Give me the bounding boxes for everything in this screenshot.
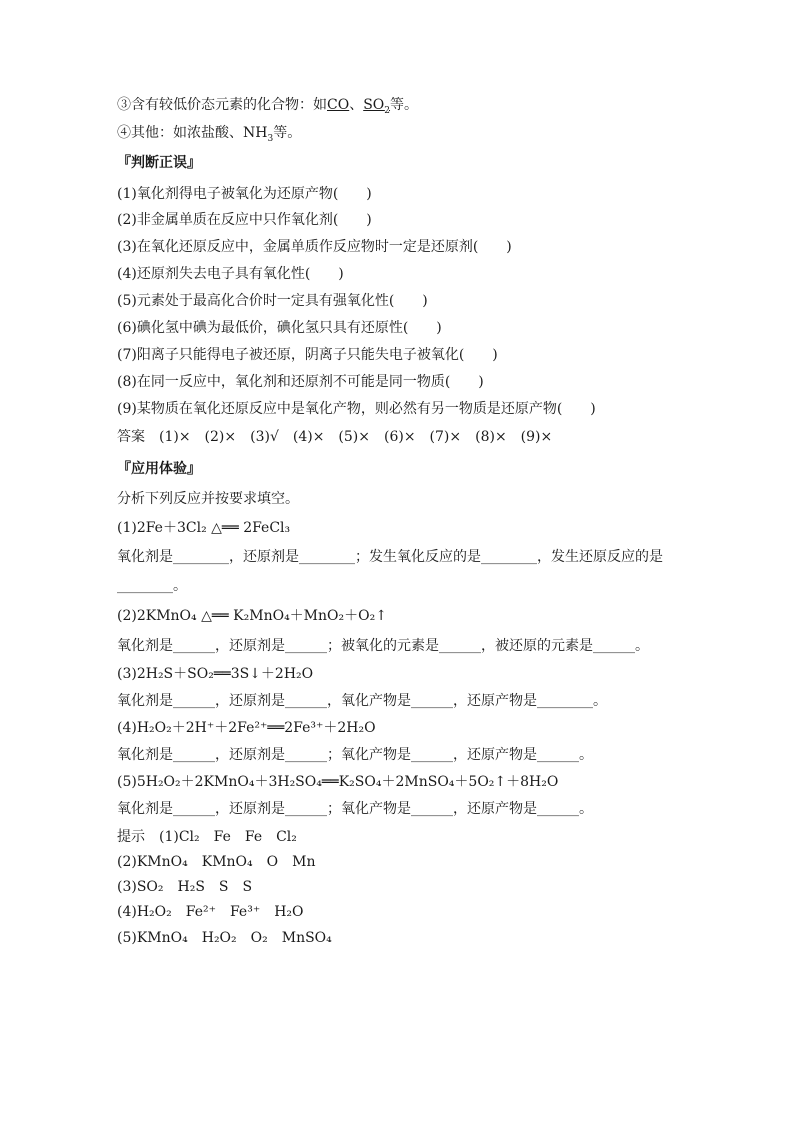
- judgment-item-2: (2)非金属单质在反应中只作氧化剂( ): [117, 212, 372, 228]
- hint-4: (4)H₂O₂ Fe²⁺ Fe³⁺ H₂O: [117, 904, 304, 920]
- judgment-item-8: (8)在同一反应中，氧化剂和还原剂不可能是同一物质( ): [117, 374, 484, 390]
- judgment-item-5: (5)元素处于最高化合价时一定具有强氧化性( ): [117, 293, 428, 309]
- q4-prompt: 氧化剂是______，还原剂是______；氧化产物是______，还原产物是______。: [117, 747, 593, 763]
- q1-prompt-line2: ________。: [117, 578, 187, 594]
- judgment-item-9: (9)某物质在氧化还原反应中是氧化产物，则必然有另一物质是还原产物( ): [117, 401, 596, 417]
- hint-3: (3)SO₂ H₂S S S: [117, 879, 253, 895]
- q3-equation: (3)2H₂S＋SO₂══3S↓＋2H₂O: [117, 666, 314, 682]
- q1-equation: (1)2Fe＋3Cl₂ △══ 2FeCl₃: [117, 520, 291, 536]
- judgment-item-1: (1)氧化剂得电子被氧化为还原产物( ): [117, 186, 372, 202]
- intro-item-4: ④其他：如浓盐酸、$NH_3$等。: [117, 125, 302, 144]
- q2-equation: (2)2KMnO₄ △══ K₂MnO₄＋MnO₂＋O₂↑: [117, 608, 387, 624]
- q5-equation: (5)5H₂O₂＋2KMnO₄＋3H₂SO₄══K₂SO₄＋2MnSO₄＋5O₂↑＋8H₂O: [117, 774, 559, 790]
- judgment-item-7: (7)阳离子只能得电子被还原，阴离子只能失电子被氧化( ): [117, 347, 498, 363]
- judgment-item-6: (6)碘化氢中碘为最低价，碘化氢只具有还原性( ): [117, 320, 442, 336]
- so2-formula: $SO_2$: [363, 97, 391, 116]
- co-formula: CO: [327, 97, 350, 113]
- q3-prompt: 氧化剂是______，还原剂是______，氧化产物是______，还原产物是________。: [117, 693, 607, 709]
- judgment-item-4: (4)还原剂失去电子具有氧化性( ): [117, 266, 344, 282]
- q1-prompt-line1: 氧化剂是________，还原剂是________；发生氧化反应的是________，发生还原反应的是: [117, 549, 663, 565]
- judgment-answer: 答案 (1)× (2)× (3)√ (4)× (5)× (6)× (7)× (8)× (9)×: [117, 429, 553, 445]
- section-title-judgment: 『判断正误』: [117, 155, 201, 171]
- q4-equation: (4)H₂O₂＋2H⁺＋2Fe²⁺══2Fe³⁺＋2H₂O: [117, 720, 376, 736]
- application-intro: 分析下列反应并按要求填空。: [117, 491, 299, 507]
- q5-prompt: 氧化剂是______，还原剂是______；氧化产物是______，还原产物是______。: [117, 801, 593, 817]
- judgment-item-3: (3)在氧化还原反应中，金属单质作反应物时一定是还原剂( ): [117, 239, 512, 255]
- section-title-application: 『应用体验』: [117, 461, 201, 477]
- q2-prompt: 氧化剂是______，还原剂是______；被氧化的元素是______，被还原的元素是______。: [117, 638, 649, 654]
- intro-item-3: ③含有较低价态元素的化合物：如CO、$SO_2$等。: [117, 97, 419, 116]
- hint-5: (5)KMnO₄ H₂O₂ O₂ MnSO₄: [117, 930, 332, 946]
- hint-1: 提示 (1)Cl₂ Fe Fe Cl₂: [117, 829, 297, 845]
- hint-2: (2)KMnO₄ KMnO₄ O Mn: [117, 854, 316, 870]
